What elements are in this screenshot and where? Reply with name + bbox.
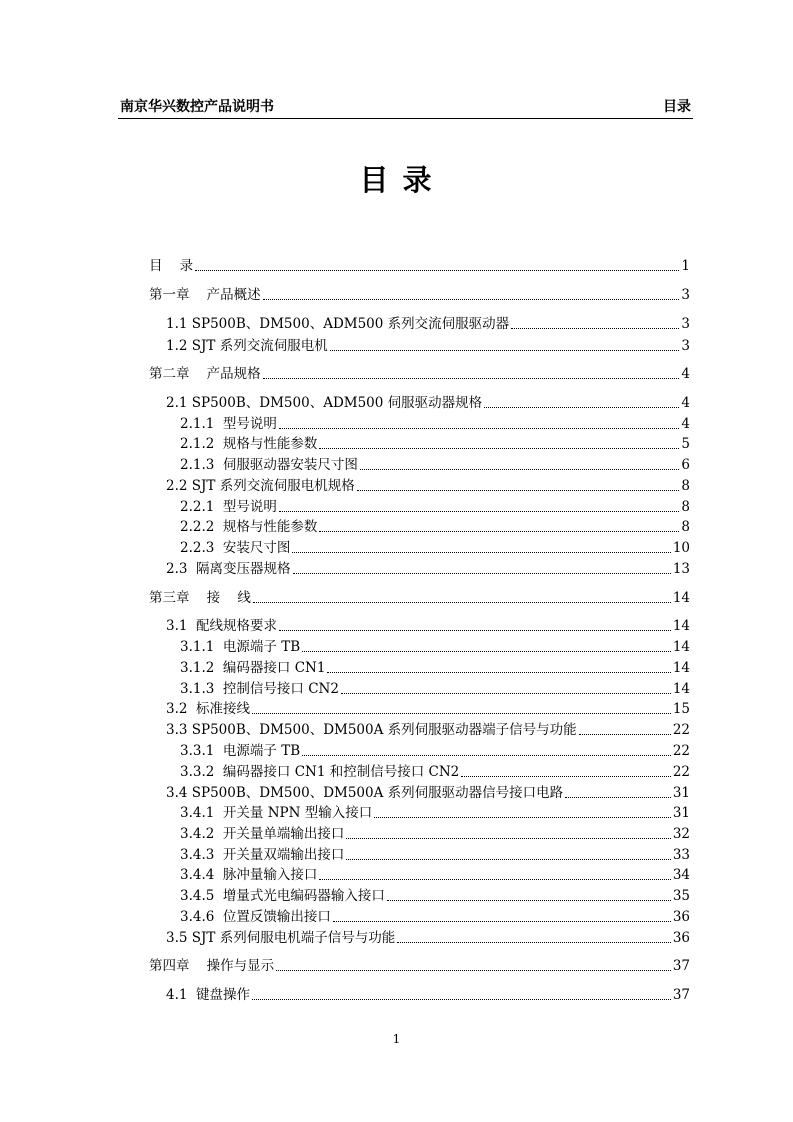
toc-entry-page: 8	[681, 499, 690, 515]
toc-leader-dots	[511, 327, 679, 329]
toc-entry-page: 1	[681, 258, 690, 274]
toc-leader-dots	[579, 733, 671, 735]
toc-entry-page: 3	[681, 316, 690, 332]
toc-entry-page: 8	[681, 519, 690, 535]
toc-entry-page: 14	[672, 681, 690, 697]
toc-entry-page: 36	[672, 909, 690, 925]
toc-leader-dots	[397, 941, 671, 943]
toc-entry-label: 第一章 产品概述	[149, 287, 261, 303]
toc-entry-page: 3	[681, 338, 690, 354]
toc-leader-dots	[292, 551, 670, 553]
toc-entry-label: 2.2.3 安装尺寸图	[180, 540, 291, 556]
toc-entry-label: 3.4.3 开关量双端输出接口	[180, 847, 345, 863]
toc-entry-page: 10	[672, 540, 690, 556]
toc-entry-label: 3.4.5 增量式光电编码器输入接口	[180, 888, 385, 904]
toc-leader-dots	[346, 858, 670, 860]
toc-entry-label: 3.4.6 位置反馈输出接口	[180, 909, 331, 925]
toc-leader-dots	[565, 796, 671, 798]
toc-leader-dots	[374, 816, 671, 818]
header-doc-title: 南京华兴数控产品说明书	[120, 99, 274, 115]
toc-chapter-entry	[149, 958, 690, 974]
toc-leader-dots	[484, 406, 679, 408]
toc-chapter-entry	[149, 287, 690, 303]
toc-entry-label: 3.5 SJT 系列伺服电机端子信号与功能	[166, 930, 396, 946]
toc-entry-label: 3.4.2 开关量单端输出接口	[180, 826, 345, 842]
toc-section-entry	[166, 930, 690, 946]
toc-section-entry	[166, 561, 690, 577]
toc-entry-page: 5	[681, 436, 690, 452]
toc-entry-label: 2.1.3 伺服驱动器安装尺寸图	[180, 457, 358, 473]
toc-section-entry	[180, 660, 690, 676]
toc-leader-dots	[263, 298, 680, 300]
toc-entry-page: 13	[672, 561, 690, 577]
toc-entry-label: 3.4.4 脉冲量输入接口	[180, 867, 318, 883]
toc-leader-dots	[357, 489, 680, 491]
toc-section-entry	[166, 987, 690, 1003]
toc-entry-page: 14	[672, 590, 690, 606]
toc-entry-label: 3.1 配线规格要求	[166, 618, 278, 634]
toc-leader-dots	[195, 269, 679, 271]
toc-leader-dots	[302, 754, 671, 756]
toc-entry-page: 35	[672, 888, 690, 904]
toc-section-entry	[166, 338, 690, 354]
toc-entry-label: 3.2 标准接线	[166, 701, 251, 717]
toc-entry-label: 3.3.1 电源端子 TB	[180, 743, 301, 759]
toc-section-entry	[166, 785, 690, 801]
toc-entry-label: 第三章 接 线	[149, 590, 251, 606]
toc-section-entry	[180, 416, 690, 432]
toc-entry-page: 22	[672, 764, 690, 780]
toc-entry-page: 33	[672, 847, 690, 863]
toc-section-entry	[166, 478, 690, 494]
toc-section-entry	[180, 457, 690, 473]
toc-entry-page: 34	[672, 867, 690, 883]
toc-entry-page: 3	[681, 287, 690, 303]
toc-entry-label: 3.1.1 电源端子 TB	[180, 639, 301, 655]
toc-entry-page: 31	[672, 805, 690, 821]
toc-chapter-entry	[149, 590, 690, 606]
toc-entry-label: 第二章 产品规格	[149, 366, 261, 382]
toc-leader-dots	[263, 377, 680, 379]
toc-leader-dots	[333, 920, 671, 922]
toc-leader-dots	[461, 775, 671, 777]
toc-entry-label: 3.3 SP500B、DM500、DM500A 系列伺服驱动器端子信号与功能	[166, 722, 577, 738]
toc-entry-page: 36	[672, 930, 690, 946]
toc-entry-label: 3.1.2 编码器接口 CN1	[180, 660, 326, 676]
toc-leader-dots	[279, 427, 679, 429]
toc-section-entry	[180, 743, 690, 759]
page-title: 目 录	[359, 163, 434, 197]
toc-entry-label: 2.1 SP500B、DM500、ADM500 伺服驱动器规格	[166, 395, 483, 411]
toc-leader-dots	[319, 878, 670, 880]
toc-section-entry	[166, 618, 690, 634]
toc-entry-page: 14	[672, 639, 690, 655]
toc-leader-dots	[253, 601, 671, 603]
toc-leader-dots	[346, 837, 670, 839]
toc-entry-page: 4	[681, 395, 690, 411]
toc-section-entry	[180, 681, 690, 697]
toc-entry-page: 6	[681, 457, 690, 473]
toc-section-entry	[166, 316, 690, 332]
toc-section-entry	[166, 722, 690, 738]
toc-entry-page: 8	[681, 478, 690, 494]
toc-leader-dots	[302, 650, 671, 652]
toc-entry-label: 1.1 SP500B、DM500、ADM500 系列交流伺服驱动器	[166, 316, 510, 332]
toc-entry-page: 14	[672, 618, 690, 634]
toc-leader-dots	[387, 899, 671, 901]
toc-entry-label: 3.4 SP500B、DM500、DM500A 系列伺服驱动器信号接口电路	[166, 785, 564, 801]
toc-entry-page: 22	[672, 722, 690, 738]
toc-entry-page: 15	[672, 701, 690, 717]
toc-entry-label: 2.2.2 规格与性能参数	[180, 519, 318, 535]
header-section-title: 目录	[663, 99, 691, 115]
toc-entry-page: 22	[672, 743, 690, 759]
toc-entry-label: 4.1 键盘操作	[166, 987, 251, 1003]
page-header	[118, 96, 693, 119]
toc-entry-page: 4	[681, 416, 690, 432]
toc-entry-page: 37	[672, 958, 690, 974]
toc-entry-label: 2.1.2 规格与性能参数	[180, 436, 318, 452]
toc-section-entry	[180, 436, 690, 452]
toc-leader-dots	[252, 998, 671, 1000]
toc-entry-page: 32	[672, 826, 690, 842]
toc-section-entry	[180, 519, 690, 535]
toc-section-entry	[180, 805, 690, 821]
toc-leader-dots	[360, 468, 679, 470]
toc-section-entry	[180, 540, 690, 556]
toc-section-entry	[180, 909, 690, 925]
toc-entry-page: 31	[672, 785, 690, 801]
toc-entry-label: 目 录	[149, 258, 194, 274]
toc-leader-dots	[330, 349, 680, 351]
toc-entry-label: 2.2.1 型号说明	[180, 499, 277, 515]
toc-section-entry	[180, 867, 690, 883]
page-number: 1	[392, 1032, 401, 1046]
toc-leader-dots	[293, 572, 671, 574]
toc-entry-label: 2.2 SJT 系列交流伺服电机规格	[166, 478, 355, 494]
toc-entry-page: 37	[672, 987, 690, 1003]
toc-leader-dots	[341, 692, 671, 694]
toc-leader-dots	[276, 969, 671, 971]
toc-section-entry	[180, 888, 690, 904]
toc-leader-dots	[319, 530, 679, 532]
toc-entry-label: 3.3.2 编码器接口 CN1 和控制信号接口 CN2	[180, 764, 460, 780]
toc-entry-label: 1.2 SJT 系列交流伺服电机	[166, 338, 328, 354]
toc-entry-page: 4	[681, 366, 690, 382]
toc-section-entry	[180, 499, 690, 515]
toc-entry-label: 3.1.3 控制信号接口 CN2	[180, 681, 339, 697]
toc-chapter-entry	[149, 258, 690, 274]
toc-section-entry	[166, 395, 690, 411]
toc-entry-label: 3.4.1 开关量 NPN 型输入接口	[180, 805, 373, 821]
toc-entry-page: 14	[672, 660, 690, 676]
toc-chapter-entry	[149, 366, 690, 382]
toc-leader-dots	[252, 712, 671, 714]
toc-leader-dots	[327, 671, 670, 673]
toc-leader-dots	[319, 447, 679, 449]
toc-entry-label: 2.1.1 型号说明	[180, 416, 277, 432]
toc-section-entry	[180, 847, 690, 863]
toc-section-entry	[180, 764, 690, 780]
toc-leader-dots	[279, 629, 671, 631]
toc-section-entry	[180, 826, 690, 842]
toc-entry-label: 第四章 操作与显示	[149, 958, 275, 974]
toc-section-entry	[180, 639, 690, 655]
toc-section-entry	[166, 701, 690, 717]
toc-entry-label: 2.3 隔离变压器规格	[166, 561, 291, 577]
toc-leader-dots	[279, 510, 679, 512]
